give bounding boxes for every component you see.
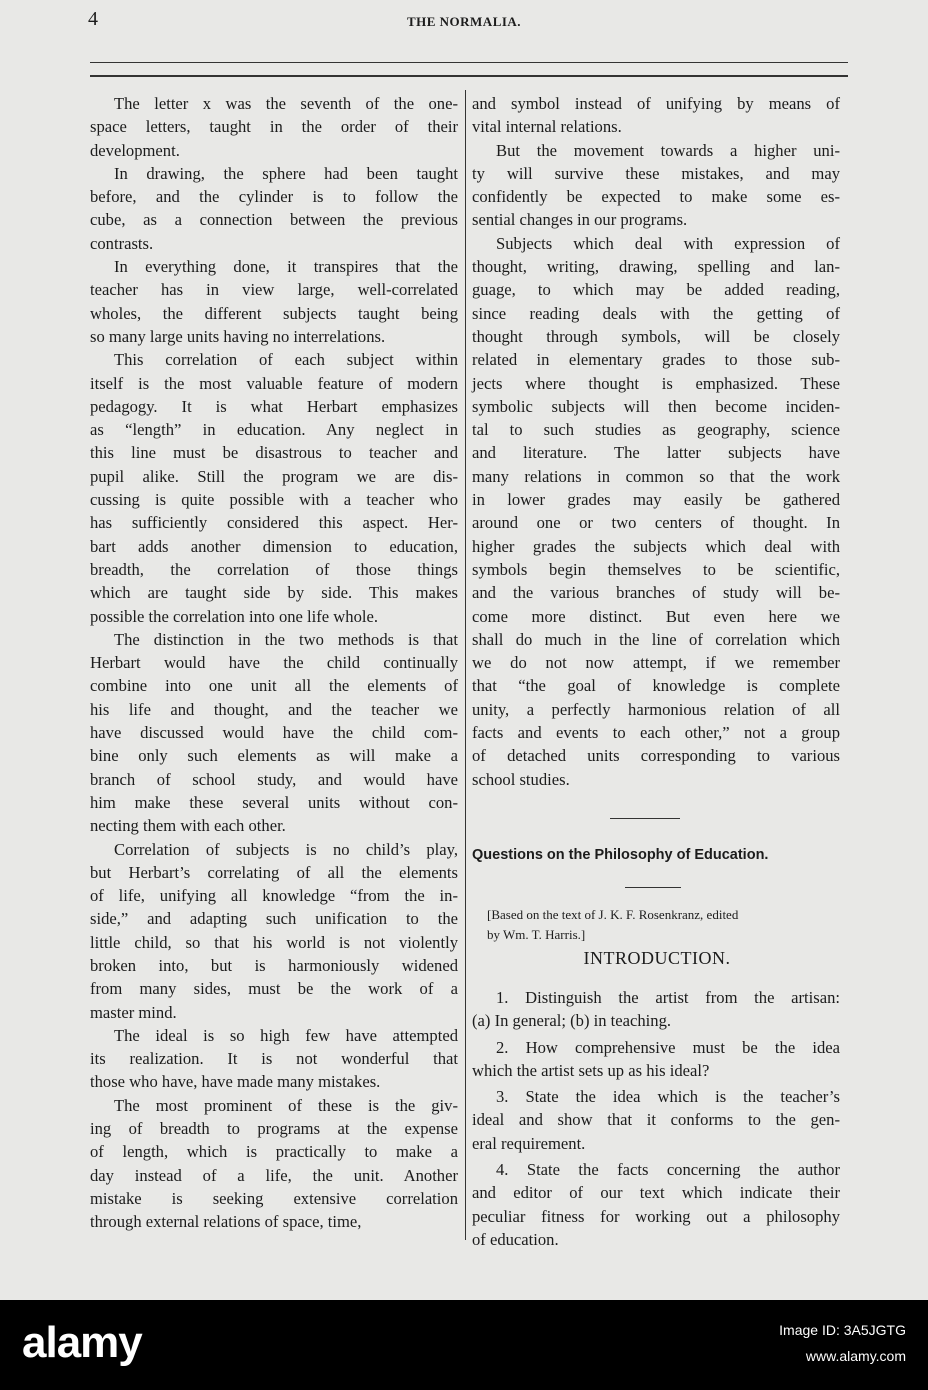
text-line: his life and thought, and the teacher we	[90, 699, 458, 719]
text-line: teacher has in view large, well-correlated	[90, 280, 458, 300]
text-line: and symbol instead of unifying by means of	[472, 94, 840, 113]
text-line: 4. State the facts concerning the author	[496, 1160, 840, 1180]
watermark-bar	[0, 1300, 928, 1390]
text-line: peculiar fitness for working out a philosophy	[472, 1206, 840, 1226]
text-line: cussing is quite possible with a teacher who	[90, 490, 458, 510]
text-line: breadth, the correlation of those things	[90, 559, 458, 579]
text-line: confidently be expected to make some es-	[472, 187, 840, 207]
text-line: before, and the cylinder is to follow the	[90, 187, 458, 207]
note-line: by Wm. T. Harris.]	[487, 927, 586, 942]
text-line: this line must be disastrous to teacher and	[90, 443, 458, 463]
paragraph	[90, 1094, 458, 1234]
paragraph	[472, 139, 840, 232]
text-line: bine only such elements as will make a	[90, 746, 458, 766]
text-line: This correlation of each subject within	[114, 350, 458, 370]
section-title: INTRODUCTION.	[583, 948, 731, 968]
text-line: school studies.	[472, 769, 570, 789]
text-line: has sufficiently considered this aspect. Her-	[90, 513, 458, 533]
text-line: and editor of our text which indicate their	[472, 1183, 840, 1203]
text-line: little child, so that his world is not violently	[90, 932, 458, 952]
text-line: from many sides, must be the work of a	[90, 979, 458, 999]
text-line: 2. How comprehensive must be the idea	[496, 1037, 840, 1057]
text-line: that “the goal of knowledge is complete	[472, 676, 840, 696]
text-line: we do not now attempt, if we remember	[472, 653, 840, 673]
site-url: www.alamy.com	[805, 1348, 906, 1364]
text-line: space letters, taught in the order of their	[90, 117, 458, 137]
text-line: come more distinct. But even here we	[472, 606, 840, 626]
left-column	[90, 92, 458, 1234]
text-line: him make these several units without con-	[90, 792, 458, 812]
source-note	[487, 905, 842, 945]
text-line: and literature. The latter subjects have	[472, 443, 840, 463]
text-line: 1. Distinguish the artist from the artisan:	[496, 988, 840, 1007]
text-line: bart adds another dimension to education,	[90, 536, 458, 556]
paragraph	[90, 162, 458, 255]
text-line: around one or two centers of thought. In	[472, 513, 840, 533]
text-line: eral requirement.	[472, 1133, 586, 1153]
questions-heading: Questions on the Philosophy of Education.	[472, 847, 769, 863]
paragraph	[472, 92, 840, 139]
text-line: of life, unifying all knowledge “from the in-	[90, 886, 458, 906]
text-line: which are taught side by side. This makes	[90, 583, 458, 603]
text-line: The ideal is so high few have attempted	[114, 1025, 458, 1045]
section-rule-bottom	[625, 887, 681, 888]
alamy-logo: alamy	[22, 1318, 142, 1367]
text-line: possible the correlation into one life whole.	[90, 606, 379, 626]
text-line: those who have, have made many mistakes.	[90, 1072, 381, 1092]
text-line: pupil alike. Still the program we are dis-	[90, 466, 458, 486]
text-line: Subjects which deal with expression of	[496, 233, 840, 253]
text-line: itself is the most valuable feature of modern	[90, 373, 458, 393]
text-line: branch of school study, and would have	[90, 769, 458, 789]
paragraph	[90, 348, 458, 628]
text-line: higher grades the subjects which deal with	[472, 536, 840, 556]
header-rule-top	[90, 62, 848, 63]
question-list	[472, 986, 840, 1251]
text-line: contrasts.	[90, 233, 154, 253]
text-line: 3. State the idea which is the teacher’s	[496, 1087, 840, 1107]
text-line: through external relations of space, time,	[90, 1212, 362, 1232]
text-line: of education.	[472, 1229, 559, 1249]
text-line: In everything done, it transpires that the	[114, 257, 458, 277]
text-line: facts and events to each other,” not a group	[472, 723, 840, 743]
text-line: its realization. It is not wonderful that	[90, 1049, 458, 1069]
text-line: jects where thought is emphasized. These	[472, 373, 840, 393]
text-line: thought through symbols, will be closely	[472, 326, 840, 346]
text-line: guage, to which may be added reading,	[472, 280, 840, 300]
paragraph	[90, 628, 458, 838]
text-line: But the movement towards a higher uni-	[496, 140, 840, 160]
text-line: broken into, but is harmoniously widened	[90, 955, 458, 975]
text-line: The letter x was the seventh of the one-	[114, 94, 458, 113]
text-line: Correlation of subjects is no child’s play,	[114, 839, 458, 859]
text-line: so many large units having no interrelations.	[90, 326, 386, 346]
text-line: master mind.	[90, 1002, 177, 1022]
paragraph	[472, 1158, 840, 1251]
paragraph	[90, 92, 458, 162]
text-line: ideal and show that it conforms to the gen-	[472, 1110, 840, 1130]
text-line: The distinction in the two methods is that	[114, 629, 458, 649]
note-line: [Based on the text of J. K. F. Rosenkranz, edited	[487, 907, 739, 922]
text-line: in lower grades may easily be gathered	[472, 490, 840, 510]
section-rule-top	[610, 818, 680, 819]
page-number: 4	[88, 8, 98, 30]
text-line: as “length” in education. Any neglect in	[90, 420, 458, 440]
paragraph	[472, 232, 840, 791]
paragraph	[90, 255, 458, 348]
paragraph	[90, 1024, 458, 1094]
text-line: have discussed would have the child com-	[90, 723, 458, 743]
text-line: combine into one unit all the elements of	[90, 676, 458, 696]
text-line: ing of breadth to programs at the expense	[90, 1119, 458, 1139]
text-line: development.	[90, 140, 180, 160]
text-line: but Herbart’s correlating of all the elements	[90, 862, 458, 882]
text-line: symbolic subjects will then become inciden-	[472, 396, 840, 416]
text-line: related in elementary grades to those sub-	[472, 350, 840, 370]
text-line: which the artist sets up as his ideal?	[472, 1060, 710, 1080]
text-line: and the various branches of study will be-	[472, 583, 840, 603]
text-line: day instead of a life, the unit. Another	[90, 1165, 458, 1185]
text-line: vital internal relations.	[472, 117, 622, 137]
text-line: side,” and adapting such unification to the	[90, 909, 458, 929]
text-line: unity, a perfectly harmonious relation of all	[472, 699, 840, 719]
text-line: cube, as a connection between the previous	[90, 210, 458, 230]
running-title: THE NORMALIA.	[406, 14, 522, 29]
text-line: sential changes in our programs.	[472, 210, 688, 230]
text-line: many relations in common so that the work	[472, 466, 840, 486]
text-line: thought, writing, drawing, spelling and lan-	[472, 257, 840, 277]
text-line: Herbart would have the child continually	[90, 653, 458, 673]
text-line: In drawing, the sphere had been taught	[114, 163, 458, 183]
image-id: Image ID: 3A5JGTG	[779, 1322, 906, 1338]
paragraph	[472, 986, 840, 1033]
paragraph	[90, 838, 458, 1024]
text-line: shall do much in the line of correlation which	[472, 629, 840, 649]
column-divider	[465, 90, 466, 1240]
text-line: ty will survive these mistakes, and may	[472, 163, 840, 183]
text-line: mistake is seeking extensive correlation	[90, 1188, 458, 1208]
paragraph	[472, 1085, 840, 1155]
text-line: wholes, the different subjects taught being	[90, 303, 458, 323]
text-line: necting them with each other.	[90, 816, 286, 836]
text-line: since reading deals with the getting of	[472, 303, 840, 323]
header-rule-bottom	[90, 75, 848, 77]
text-line: of length, which is practically to make a	[90, 1142, 458, 1162]
text-line: (a) In general; (b) in teaching.	[472, 1011, 672, 1031]
text-line: pedagogy. It is what Herbart emphasizes	[90, 396, 458, 416]
text-line: tal to such studies as geography, science	[472, 420, 840, 440]
text-line: The most prominent of these is the giv-	[114, 1095, 458, 1115]
paragraph	[472, 1036, 840, 1083]
text-line: of detached units corresponding to various	[472, 746, 840, 766]
text-line: symbols begin themselves to be scientific,	[472, 559, 840, 579]
right-column	[472, 92, 840, 791]
